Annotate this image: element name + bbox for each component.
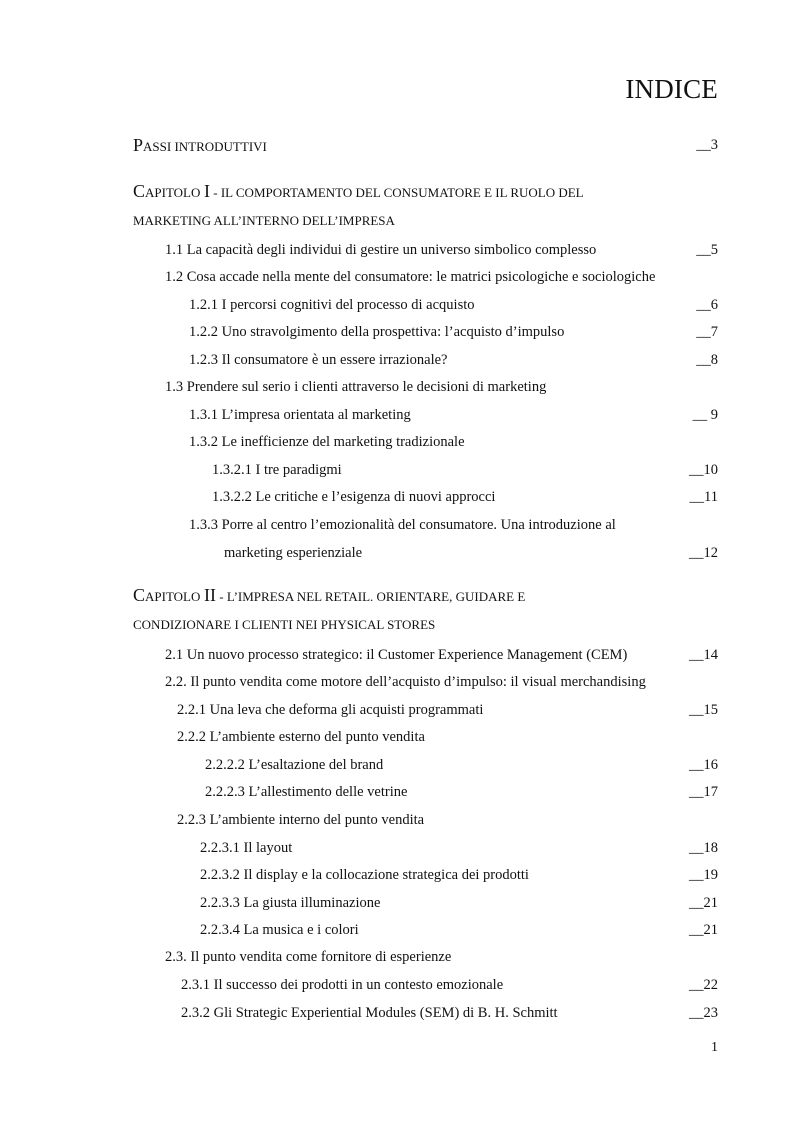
toc-entry-text: 2.2.2 L’ambiente esterno del punto vendita [177,729,425,745]
toc-page-number: __14 [689,647,718,663]
page-number: 1 [711,1040,718,1055]
toc-entry-text: 2.2.3.1 Il layout [200,840,293,856]
toc-page-number: __11 [689,489,718,505]
toc-entry-text: CONDIZIONARE I CLIENTI NEI PHYSICAL STORES [133,617,436,632]
toc-page-number: __10 [689,462,718,478]
toc-entry-text: MARKETING ALL’INTERNO DELL’IMPRESA [133,213,395,228]
toc-entry-text: 1.3.2 Le inefficienze del marketing tradizionale [189,434,465,450]
toc-entry-text: marketing esperienziale [224,545,363,561]
toc-page-number: __5 [696,242,718,258]
toc-entry-text: 2.1 Un nuovo processo strategico: il Customer Experience Management (CEM) [165,647,628,663]
page-title: INDICE [625,74,718,104]
toc-entry-text: 1.2.2 Uno stravolgimento della prospettiva: l’acquisto d’impulso [189,324,565,340]
toc-page-number: __18 [689,840,718,856]
toc-entry-text: 1.3.2.2 Le critiche e l’esigenza di nuovi approcci [212,489,496,505]
toc-entry-text: 1.3 Prendere sul serio i clienti attraverso le decisioni di marketing [165,379,547,395]
toc-page-number: __21 [689,895,718,911]
toc-page-number: __22 [689,977,718,993]
toc-page-number: __21 [689,922,718,938]
toc-entry-text: 1.2.3 Il consumatore è un essere irrazionale? [189,352,448,368]
toc-page-number: __6 [696,297,718,313]
toc-entry-text: 2.3. Il punto vendita come fornitore di esperienze [165,949,452,965]
toc-entry-text: 2.2.3.4 La musica e i colori [200,922,359,938]
toc-entry-text: CAPITOLO II - L’IMPRESA NEL RETAIL. ORIENTARE, GUIDARE E [133,585,526,605]
toc-page-number: __23 [689,1005,718,1021]
toc-page-number: __15 [689,702,718,718]
toc-entry-text: 2.2.2.3 L’allestimento delle vetrine [205,784,408,800]
toc-page-number: __16 [689,757,718,773]
toc-entry-text: PASSI INTRODUTTIVI [133,135,267,155]
toc-entry-text: 1.1 La capacità degli individui di gestire un universo simbolico complesso [165,242,597,258]
toc-entry-text: 2.2.3 L’ambiente interno del punto vendita [177,812,425,828]
toc-entry-text: CAPITOLO I - IL COMPORTAMENTO DEL CONSUMATORE E IL RUOLO DEL [133,181,584,201]
toc-entry-text: 2.2. Il punto vendita come motore dell’acquisto d’impulso: il visual merchandising [165,674,646,690]
toc-entry-text: 2.2.1 Una leva che deforma gli acquisti programmati [177,702,484,718]
toc-entry-text: 2.3.1 Il successo dei prodotti in un contesto emozionale [181,977,504,993]
toc-page-number: __3 [696,137,718,153]
toc-entry-text: 2.2.2.2 L’esaltazione del brand [205,757,384,773]
toc-entry-text: 1.2.1 I percorsi cognitivi del processo di acquisto [189,297,475,313]
toc-page-number: __19 [689,867,718,883]
toc-entry-text: 2.3.2 Gli Strategic Experiential Modules (SEM) di B. H. Schmitt [181,1005,558,1021]
toc-page-number: __ 9 [692,407,718,423]
toc-entry-text: 1.3.1 L’impresa orientata al marketing [189,407,411,423]
toc-entry-text: 2.2.3.3 La giusta illuminazione [200,895,381,911]
toc-entry-text: 2.2.3.2 Il display e la collocazione strategica dei prodotti [200,867,529,883]
toc-page-number: __7 [696,324,718,340]
toc-page-number: __12 [689,545,718,561]
toc-entry-text: 1.3.2.1 I tre paradigmi [212,462,342,478]
toc-page-number: __17 [689,784,718,800]
toc-entry-text: 1.3.3 Porre al centro l’emozionalità del consumatore. Una introduzione al [189,517,616,533]
toc-page-number: __8 [696,352,718,368]
toc-entry-text: 1.2 Cosa accade nella mente del consumatore: le matrici psicologiche e sociologiche [165,269,656,285]
